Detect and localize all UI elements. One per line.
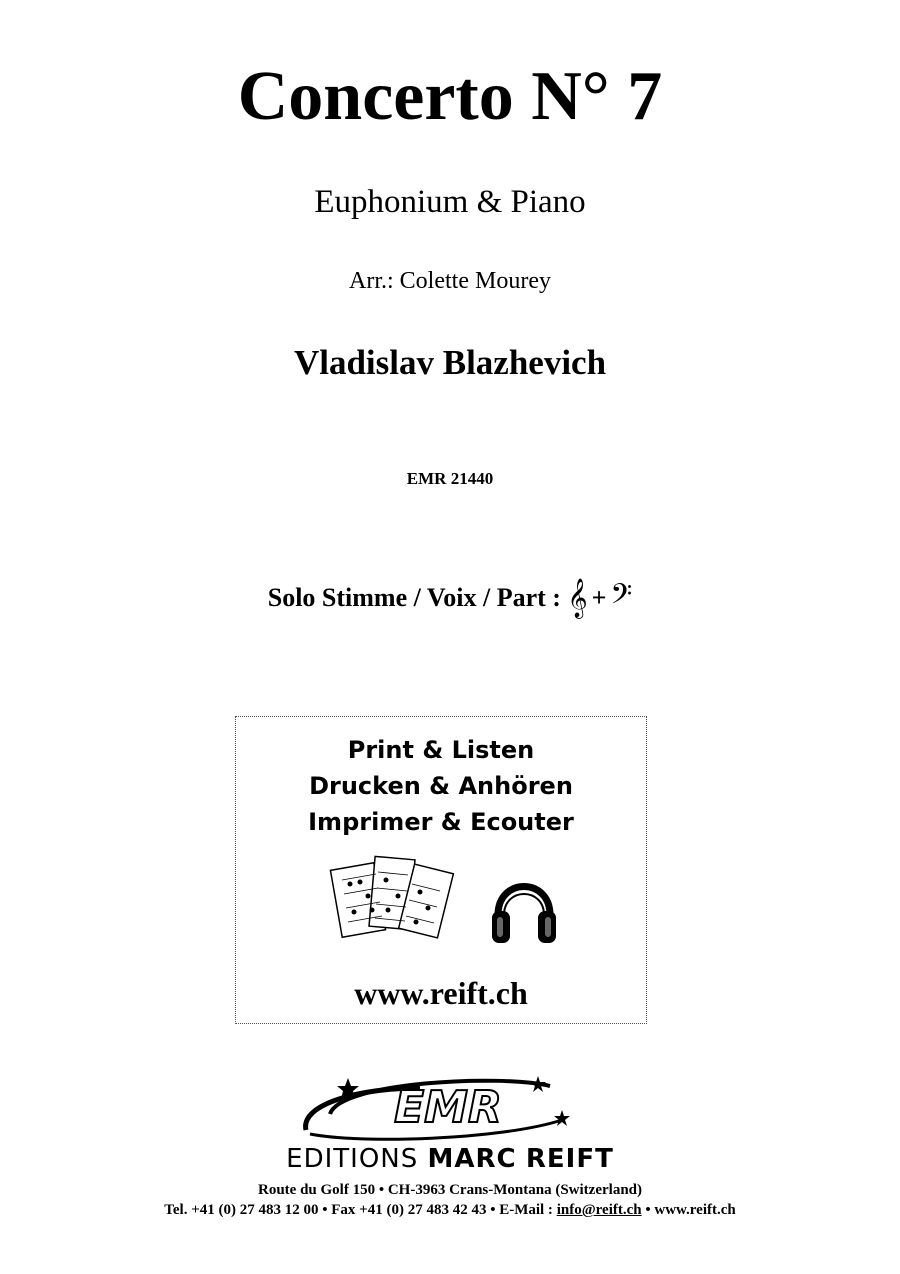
arranger: Arr.: Colette Mourey [349,268,551,294]
publisher-contact [0,1200,900,1220]
promo-url[interactable]: www.reift.ch [354,975,528,1011]
svg-text:EMR: EMR [394,1082,502,1133]
treble-clef-icon: 𝄞 [567,578,588,618]
publisher-name [0,1144,900,1174]
headphones-icon [488,867,560,949]
composer: Vladislav Blazhevich [293,343,607,382]
website-link[interactable]: • www.reift.ch [645,1202,736,1218]
promo-line-english: Print & Listen [347,736,535,764]
publisher-name-part2: MARC [427,1144,517,1174]
promo-line-french: Imprimer & Ecouter [308,808,574,836]
promo-box [235,716,647,1024]
part-label: Solo Stimme / Voix / Part : [267,583,561,612]
part-plus: + [591,583,607,612]
sheet-music-icon [328,852,456,942]
subtitle: Euphonium & Piano [314,184,586,220]
catalog-number: EMR 21440 [406,469,494,488]
title: Concerto N° 7 [237,58,663,135]
part-line [0,578,900,618]
emr-logo [300,1074,590,1144]
publisher-name-part3: REIFT [525,1144,614,1174]
bass-clef-icon: 𝄢 [610,578,633,618]
publisher-address: Route du Golf 150 • CH-3963 Crans-Montana (Switzerland) [258,1182,642,1198]
promo-line-german: Drucken & Anhören [309,772,573,800]
email-link[interactable]: info@reift.ch [556,1202,642,1218]
contact-phone-fax: Tel. +41 (0) 27 483 12 00 • Fax +41 (0) 27 483 42 43 • E-Mail : [164,1202,553,1218]
publisher-name-part1: EDITIONS [286,1144,419,1174]
